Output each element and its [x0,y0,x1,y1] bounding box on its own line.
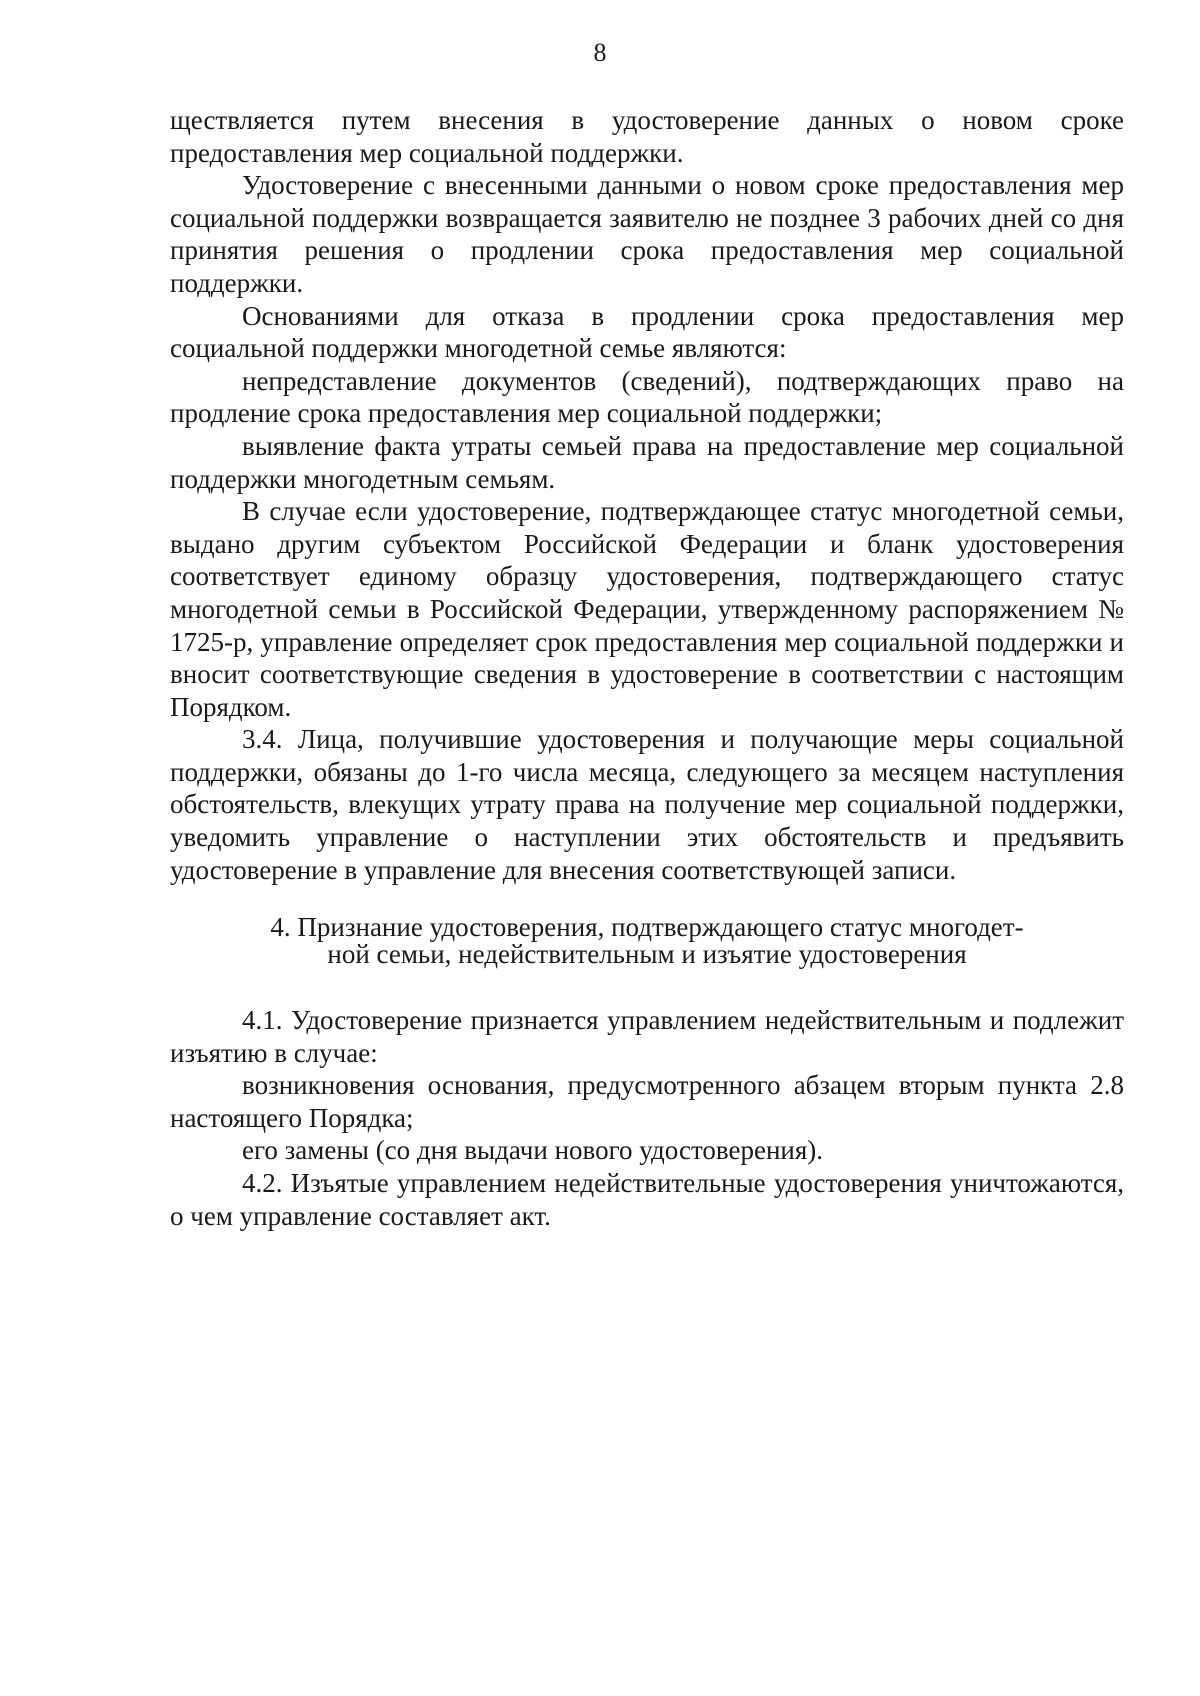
paragraph: возникновения основания, предусмотренного абзацем вторым пункта 2.8 настоящего Порядка; [170,1070,1124,1133]
paragraph: Удостоверение с внесенными данными о новом сроке предоставления мер социальной поддержки возвращается заявителю не позднее 3 рабочих дней со дня принятия решения о продлении срока предоставления мер социальной поддержки. [170,170,1124,298]
paragraph: 4.1. Удостоверение признается управлением недействительным и подлежит изъятию в случае: [170,1005,1124,1068]
section-heading [170,914,1124,968]
paragraph: Основаниями для отказа в продлении срока предоставления мер социальной поддержки многодетной семье являются: [170,300,1124,364]
page-number: 8 [593,38,607,67]
section-body-text [170,1004,1124,1232]
paragraph: его замены (со дня выдачи нового удостоверения). [242,1135,824,1166]
paragraph: непредставление документов (сведений), подтверждающих право на продление срока предоставления мер социальной поддержки; [170,365,1124,429]
paragraph: 4.2. Изъятые управлением недействительные удостоверения уничтожаются, о чем управление составляет акт. [170,1167,1124,1231]
section-heading-line: ной семьи, недействительным и изъятие удостоверения [327,939,967,969]
paragraph: выявление факта утраты семьей права на предоставление мер социальной поддержки многодетным семьям. [170,430,1124,494]
paragraph: 3.4. Лица, получившие удостоверения и получающие меры социальной поддержки, обязаны до 1-го числа месяца, следующего за месяцем наступления обстоятельств, влекущих утрату права на получение мер социальной поддержки, уведомить управление о наступлении этих обстоятельств и предъявить удостоверение в управление для внесения соответствующей записи. [170,724,1124,885]
paragraph: В случае если удостоверение, подтверждающее статус многодетной семьи, выдано другим субъектом Российской Федерации и бланк удостоверения соответствует единому образцу удостоверения, подтверждающего статус многодетной семьи в Российской Федерации, утвержденному распоряжением № 1725-р, управление определяет срок предоставления мер социальной поддержки и вносит соответствующие сведения в удостоверение в соответствии с настоящим Порядком. [170,496,1124,722]
section-heading-line: 4. Признание удостоверения, подтверждающего статус многодет- [270,912,1024,942]
body-text [170,104,1124,886]
paragraph-continuation: ществляется путем внесения в удостоверение данных о новом сроке предоставления мер социальной поддержки. [170,105,1124,168]
